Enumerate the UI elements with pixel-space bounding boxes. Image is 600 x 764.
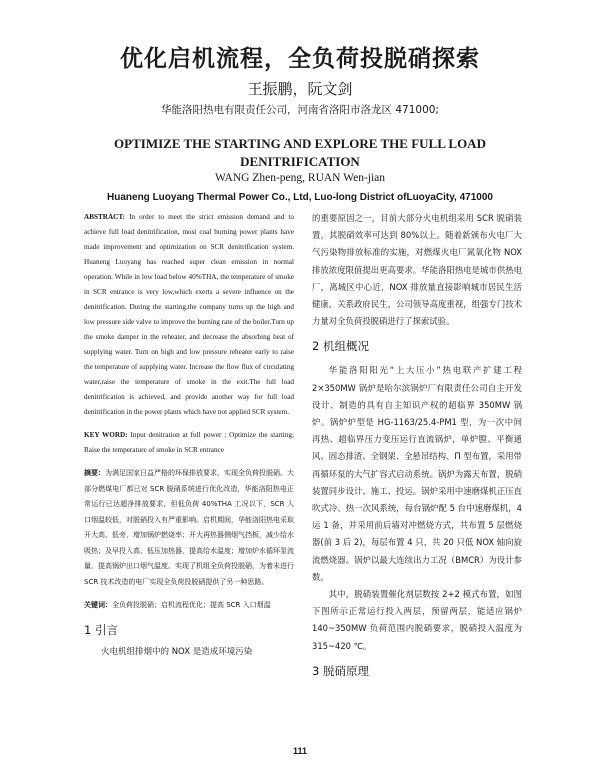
abstract-label: ABSTRACT: [84, 213, 126, 221]
cn-abstract-text: 为满足国家日益严格的环保排放要求，实现全负荷投脱硝。大部分燃煤电厂都已对 SCR 脱硝系统进行优化改造，华能洛阳热电正常运行已达超净排放要求，但低负荷 40%THA 工况以下，SCR 入口烟温较低，对脱硝投入有严重影响。启机期间，华能洛阳热电采取开大高、低旁，增加锅炉燃烧率；开大再热器侧烟气挡板，减少给水吸热；及早投入高、低压加热器，提高给水温度；增加炉水循环泵流量，提高锅炉出口烟气温度。实现了机组全负荷投脱硝，为着未进行 SCR 技术改造的电厂实现全负荷投脱硝提供了另一种思路。 [84, 469, 294, 586]
cn-affiliation: 华能洛阳热电有限责任公司，河南省洛阳市洛龙区 471000; [161, 104, 439, 116]
left-column [84, 210, 294, 660]
section2-paragraph-1: 华能洛阳阳光“上大压小”热电联产扩建工程 2×350MW 锅炉是哈尔滨锅炉厂有限责任公司自主开发设计、制造的具有自主知识产权的超临界 350MW 锅炉。锅炉炉型是 HG-1163/25.4-PM1 型，为一次中间再热、超临界压力变压运行直流锅炉，单炉膛、平衡通风、固态排渣、全钢架、全悬吊结构、Π 型布置，采用带再循环泵的大气扩容式启动系统。锅炉为露天布置，脱硝装置同步设计、施工、投运。锅炉采用中速磨煤机正压直吹式冷、热一次风系统，每台锅炉配 5 台中速磨煤机，4 运 1 备，并采用前后墙对冲燃烧方式，共布置 5 层燃烧器(前 3 后 2)，每层布置 4 只，共 20 只低 NOX 轴向旋流燃烧器。锅炉以最大连续出力工况（BMCR）为设计参数。 [312, 365, 522, 582]
section2-paragraph-2: 其中，脱硝装置催化剂层数按 2+2 模式布置，如图下图所示正常运行投入两层，预留两层，能适应锅炉 140~350MW 负荷范围内脱硝要求，脱硝投入温度为 315~420 ℃。 [312, 589, 522, 651]
en-authors: WANG Zhen-peng, RUAN Wen-jian [214, 172, 386, 184]
keyword-block [84, 428, 294, 458]
cn-keyword-label: 关键词： [84, 601, 112, 609]
page-number: 111 [292, 746, 308, 756]
section-heading-3: 3 脱硝原理 [312, 663, 369, 678]
page-title: 优化启机流程，全负荷投脱硝探索 [120, 46, 480, 72]
en-title: OPTIMIZE THE STARTING AND EXPLORE THE FULL LOAD DENITRIFICATION [114, 136, 486, 169]
en-affiliation: Huaneng Luoyang Thermal Power Co., Ltd, Luo-long District ofLuoyaCity, 471000 [107, 192, 493, 203]
keyword-text: Input denitration at full power ; Optimize the starting; Raise the temperature of smoke in SCR entrance [84, 431, 294, 454]
cn-abstract-label: 摘要： [84, 469, 105, 477]
cn-keyword-text: 全负荷投脱硝；启机流程优化；提高 SCR 入口烟温 [112, 601, 271, 609]
intro-continued-paragraph: 的重要原因之一，目前大部分火电机组采用 SCR 脱硝装置，其脱硝效率可达到 80%以上。随着新颁布火电厂大气污染物排放标准的实施，对燃煤火电厂氮氧化物 NOX 排放浓度限值提出更高要求。华能洛阳热电是城市供热电厂，离城区中心近，NOX 排放量直接影响城市居民生活健康，关系政府民生，公司领导高度重视，组强专门技术力量对全负荷投脱硝进行了探索试验。 [312, 213, 522, 327]
abstract-block [84, 210, 294, 420]
right-column [312, 210, 522, 687]
cn-keyword-block [84, 598, 294, 614]
section-heading-1: 1 引言 [84, 622, 118, 637]
cn-authors: 王振鹏，阮文剑 [247, 80, 353, 98]
section-heading-2: 2 机组概况 [312, 339, 369, 354]
keyword-label: KEY WORD: [84, 431, 128, 439]
cn-abstract-block [84, 466, 294, 590]
section1-paragraph: 火电机组排烟中的 NOX 是造成环境污染 [101, 646, 253, 657]
abstract-text: In order to meet the strict emission demand and to achieve full load denitrification, most coal burning power plants have made improvement and optimization on SCR denitrification system. Huaneng Luoyang has reached super clean emission in normal operation. While in low load below 40%THA, the temperature of smoke in SCR entrance is very low,which exerts a severe influence on the denitrification. During the starting,the company turns up the high and low pressure side valve to improve the burning rate of the boiler.Turn up the smoke damper in the reheater, and decrease the absorbing heat of supplying water. Turn on high and low pressure reheater early to raise the temperature of supplying water. Increase the flow flux of circulating water,raise the temperature of smoke in the exit.The full load denitrification is achieved, and provide another way for full load denitrification in the power plants which have not applied SCR system. [84, 213, 294, 416]
